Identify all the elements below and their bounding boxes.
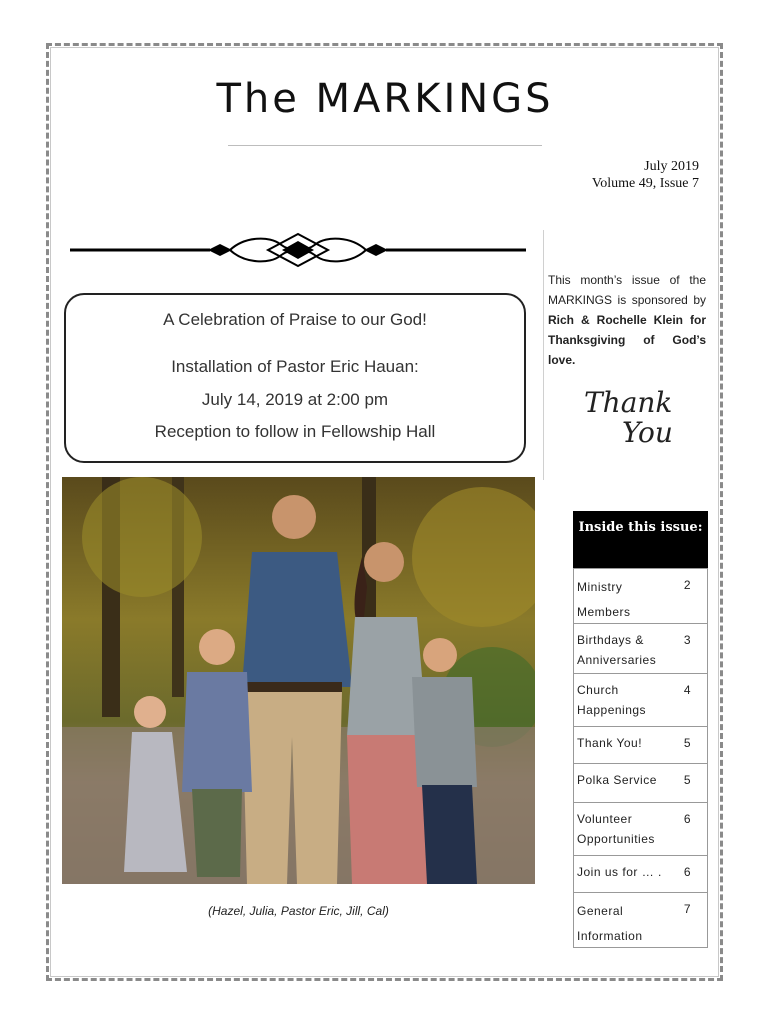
- toc-item-page: 6: [683, 865, 691, 879]
- toc-item[interactable]: [573, 727, 708, 764]
- toc-item[interactable]: [573, 568, 708, 624]
- toc-item-page: 6: [683, 812, 691, 826]
- column-divider: [543, 230, 544, 480]
- toc-item[interactable]: [573, 856, 708, 893]
- table-of-contents: [573, 511, 708, 948]
- toc-item[interactable]: [573, 803, 708, 856]
- toc-item-page: 5: [683, 773, 691, 787]
- newsletter-title: The MARKINGS: [216, 76, 554, 122]
- toc-item-label: Volunteer Opportunities: [577, 812, 655, 846]
- toc-heading: Inside this issue:: [573, 511, 708, 568]
- callout-datetime: July 14, 2019 at 2:00 pm: [201, 390, 389, 409]
- issue-info: [592, 158, 699, 192]
- thank-script-word: Thank You: [584, 386, 673, 449]
- callout-heading: A Celebration of Praise to our God!: [163, 310, 427, 329]
- toc-item[interactable]: [573, 893, 708, 948]
- installation-callout: [64, 293, 526, 463]
- toc-item-page: 5: [683, 736, 691, 750]
- toc-item-page: 7: [683, 902, 691, 916]
- sponsor-names: Rich & Rochelle Klein for Thanksgiving of God’s love.: [548, 313, 706, 367]
- sponsor-note: [548, 270, 706, 370]
- toc-item-page: 2: [683, 578, 691, 592]
- toc-item-label: Church Happenings: [577, 683, 647, 717]
- ornamental-divider: [70, 230, 526, 270]
- toc-item-label: Thank You!: [577, 736, 643, 750]
- toc-item-label: Birthdays & Anniversaries: [577, 633, 657, 667]
- family-photo: [62, 477, 535, 884]
- title-divider: [228, 145, 542, 146]
- callout-reception: Reception to follow in Fellowship Hall: [154, 422, 436, 441]
- toc-item-label: Polka Service: [577, 773, 657, 787]
- toc-item-label: Join us for … .: [577, 865, 662, 879]
- callout-installation: Installation of Pastor Eric Hauan:: [171, 357, 419, 376]
- issue-volume: Volume 49, Issue 7: [591, 176, 699, 191]
- toc-item-label: General Information: [577, 904, 643, 943]
- toc-item[interactable]: [573, 624, 708, 674]
- toc-item-page: 3: [683, 633, 691, 647]
- toc-item-page: 4: [683, 683, 691, 697]
- toc-item[interactable]: [573, 674, 708, 727]
- issue-date: July 2019: [644, 159, 699, 174]
- thank-you-script-image: [582, 382, 690, 452]
- toc-item[interactable]: [573, 764, 708, 803]
- photo-caption: (Hazel, Julia, Pastor Eric, Jill, Cal): [208, 904, 389, 918]
- sponsor-intro: This month’s issue of the MARKINGS is sponsored by: [548, 273, 706, 307]
- toc-item-label: Ministry Members: [577, 580, 631, 619]
